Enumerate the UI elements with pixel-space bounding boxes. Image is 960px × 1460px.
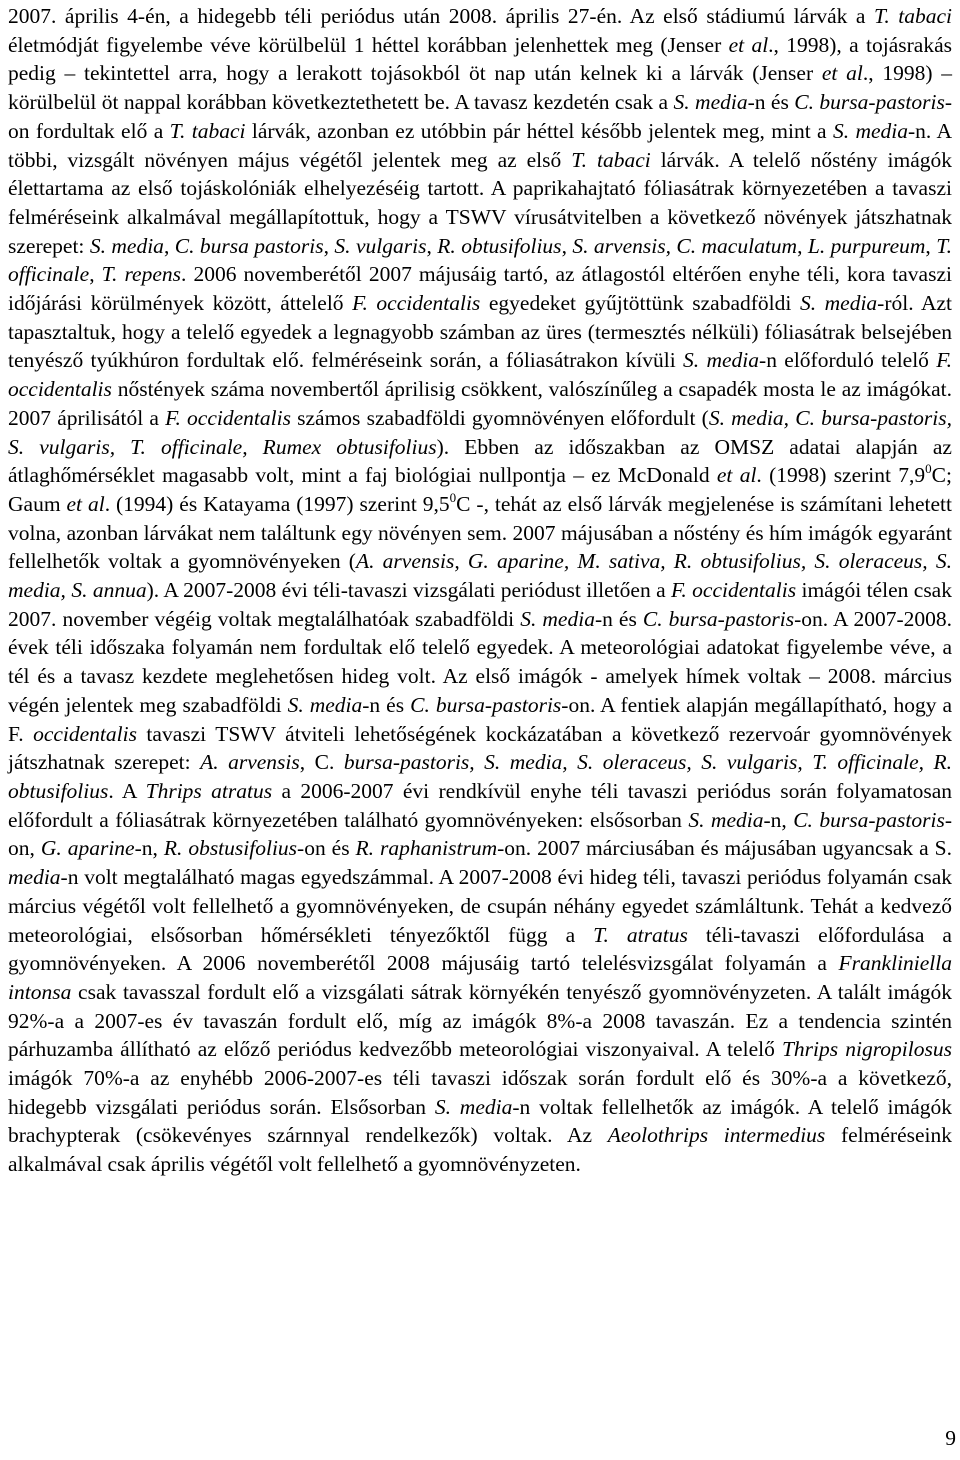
text-run: -n és xyxy=(747,90,795,115)
italic-text-run: T. tabaci xyxy=(571,147,651,172)
text-run: egyedeket gyűjtöttünk szabadföldi xyxy=(480,291,800,316)
text-run: ). A 2007-2008 évi téli-tavaszi vizsgálati periódust illetően a xyxy=(146,578,672,603)
text-run: -on. A 2007-2008. évek téli időszaka folyamán nem fordultak elő telelő egyedek. A meteorológiai adatokat figyelembe véve, a tél és a tavasz kezdete meglehetősen hideg volt. Az első imágók - amelyek hímek voltak – 2008. március végén jelentek meg szabadföldi xyxy=(8,606,952,717)
text-run: tavaszi TSWV átviteli lehetőségének kockázatában a következő rezervoár gyomnövények játszhatnak szerepet: xyxy=(8,721,952,775)
italic-text-run: Aeolothrips intermedius xyxy=(607,1123,826,1148)
text-run: téli-tavaszi előfordulása a gyomnövényeken. A 2006 novemberétől 2008 májusáig tartó telelésvizsgálat folyamán a xyxy=(8,922,952,976)
text-run: , xyxy=(323,233,335,258)
italic-text-run: C. bursa-pastoris xyxy=(794,90,945,115)
text-run: . 2006 novemberétől 2007 májusáig tartó, az átlagostól eltérően enyhe téli, kora tavaszi időjárási körülmények között, áttelelő xyxy=(8,262,952,316)
text-run: imágók 70%-a az enyhébb 2006-2007-es téli tavaszi időszak során fordult elő és 30%-a a következő, hidegebb vizsgálati periódus során. Elsősorban xyxy=(8,1066,952,1119)
text-run: , xyxy=(561,233,573,258)
italic-text-run: R. obtusifolius xyxy=(437,233,562,258)
italic-text-run: A. arvensis xyxy=(200,750,300,775)
text-run: -n, xyxy=(134,836,164,861)
page-number: 9 xyxy=(945,1426,956,1450)
italic-text-run: S. media xyxy=(89,233,164,258)
italic-text-run: F. occidentalis xyxy=(165,405,291,430)
text-run: felméréseink alkalmával csak április végétől volt fellelhető a gyomnövényzeten. xyxy=(8,1123,953,1177)
text-run: ., 1998), a tojásrakás pedig – tekintettel arra, hogy a lerakott tojásokból öt nap után kelnek ki a lárvák (Jenser xyxy=(8,32,952,86)
text-run: -on fordultak elő a xyxy=(8,90,952,143)
italic-text-run: et al xyxy=(716,463,757,488)
italic-text-run: C. bursa-pastoris xyxy=(642,606,795,631)
text-run: 2007. április 4-én, a hidegebb téli periódus után 2008. április 27-én. Az első stádiumú lárvák a xyxy=(8,4,874,28)
text-run: imágói télen csak 2007. november végéig voltak megtalálhatóak szabadföldi xyxy=(8,578,952,631)
italic-text-run: S. media xyxy=(434,1094,513,1119)
italic-text-run: T. repens xyxy=(101,262,182,287)
italic-text-run: bursa-pastoris, S. media, S. oleraceus, S. vulgaris, T. officinale, R. obtusifolius xyxy=(8,750,953,803)
text-run: -n volt megtalálható magas egyedszámmal. A 2007-2008 évi hideg téli, tavaszi periódus folyamán csak március végétől volt fellelhető a gyomnövényeken, de csupán néhány egyedet számláltunk. Tehát a kedvező meteorológiai, elsősorban hőmérsékleti tényezőktől függ a xyxy=(8,865,952,947)
italic-text-run: S. media xyxy=(520,606,595,631)
italic-text-run: et al xyxy=(728,32,769,57)
text-run: csak tavasszal fordult elő a vizsgálati sátrak környékén tenyésző gyomnövényzeten. A talált imágók 92%-a a 2007-es év tavaszán fordult elő, míg az imágók 8%-a 2008 tavaszán. Ez a tendencia szintén párhuzamba állítható az előző periódus kedvezőbb meteorológiai viszonyaival. A telelő xyxy=(8,979,952,1062)
italic-text-run: S. media xyxy=(287,692,363,717)
italic-text-run: S. media xyxy=(683,348,760,373)
text-run: , xyxy=(89,262,102,287)
text-run: . A xyxy=(108,778,146,803)
superscript-degree: 0 xyxy=(449,489,457,505)
italic-text-run: F. occidentalis xyxy=(352,291,481,316)
text-run: -on. A fentiek alapján megállapítható, hogy a F. xyxy=(8,692,953,746)
text-run: lárvák. A telelő nőstény imágók élettartama az első tojáskolóniák elhelyezéséig tartott. A paprikahajtató fóliasátrak környezetében a tavaszi felméréseink alkalmával megállapítottuk, hogy a TSWV vírusátvitelben a következő növények játszhatnak szerepet: xyxy=(8,147,953,258)
text-run: -ról. Azt tapasztaltuk, hogy a telelő egyedek a legnagyobb számban az üres (termesztés nélküli) fóliasátrak belsejében tenyésző tyúkhúron fordultak elő. felméréseink során, a fóliasátrakon kívüli xyxy=(8,291,953,373)
italic-text-run: A. arvensis, G. aparine, M. sativa, R. obtusifolius, S. oleraceus, S. media, S. annua xyxy=(8,549,952,603)
text-run: , xyxy=(797,233,808,258)
text-run: -on, xyxy=(8,807,952,861)
italic-text-run: R. raphanistrum xyxy=(355,836,498,861)
text-run: lárvák, azonban ez utóbbin pár héttel később jelentek meg, mint a xyxy=(245,118,833,143)
italic-text-run: S. media xyxy=(673,90,748,115)
italic-text-run: S. arvensis, C. maculatum xyxy=(572,233,798,258)
italic-text-run: et al xyxy=(821,61,863,86)
text-run: , xyxy=(163,233,175,258)
text-run: -n előforduló telelő xyxy=(759,348,937,373)
italic-text-run: Frankliniella intonsa xyxy=(8,951,952,1004)
italic-text-run: S. media xyxy=(688,807,764,832)
superscript-degree: 0 xyxy=(925,461,932,477)
text-run: ., 1998) – körülbelül öt nappal korábban következtethetett be. A tavasz kezdetén csak a xyxy=(8,61,952,115)
italic-text-run: L. purpureum xyxy=(807,233,926,258)
italic-text-run: occidentalis xyxy=(33,721,137,746)
italic-text-run: et al xyxy=(66,491,105,516)
text-run: életmódját figyelembe véve körülbelül 1 héttel korábban jelenhettek meg (Jenser xyxy=(8,32,729,57)
italic-text-run: G. aparine xyxy=(40,836,135,861)
text-run: számos szabadföldi gyomnövényen előfordult ( xyxy=(290,405,709,430)
italic-text-run: F. occidentalis xyxy=(8,348,953,402)
text-run: -n, xyxy=(763,807,794,832)
italic-text-run: C. bursa-pastoris xyxy=(410,692,562,717)
text-run: -n voltak fellelhetők az imágók. A telelő imágók brachypterak (csökevényes szárnnyal rendelkezők) voltak. Az xyxy=(8,1094,953,1148)
text-run: -n és xyxy=(594,606,643,631)
italic-text-run: Thrips atratus xyxy=(145,778,273,803)
body-paragraph xyxy=(8,2,952,1179)
text-run: C; Gaum xyxy=(8,463,952,516)
text-run: -on és xyxy=(297,836,356,861)
italic-text-run: T. officinale xyxy=(8,233,952,287)
text-run: -on. 2007 márciusában és májusában ugyancsak a S. xyxy=(497,836,952,861)
text-run: ). Ebben az időszakban az OMSZ adatai alapján az átlaghőmérséklet magasabb volt, mint a faj biológiai nullpontja – ez McDonald xyxy=(8,434,952,488)
italic-text-run: S. vulgaris xyxy=(334,233,427,258)
italic-text-run: Thrips nigropilosus xyxy=(781,1037,952,1062)
text-run: -n. A többi, vizsgált növényen május végétől jelentek meg az első xyxy=(8,118,952,172)
italic-text-run: S. media xyxy=(832,118,908,143)
italic-text-run: media xyxy=(8,865,61,890)
italic-text-run: T. tabaci xyxy=(169,118,246,143)
italic-text-run: F. occidentalis xyxy=(671,578,797,603)
italic-text-run: T. tabaci xyxy=(874,4,952,28)
italic-text-run: S. media, C. bursa-pastoris, S. vulgaris, T. officinale, Rumex obtusifolius xyxy=(8,405,952,459)
text-run: a 2006-2007 évi rendkívül enyhe téli tavaszi periódus során folyamatosan előfordult a fóliasátrak környezetében található gyomnövényeken: elsősorban xyxy=(8,778,953,832)
italic-text-run: T. atratus xyxy=(593,922,688,947)
text-run: , xyxy=(426,233,438,258)
text-run: , xyxy=(925,233,937,258)
italic-text-run: C. bursa pastoris xyxy=(174,233,324,258)
text-run: C -, tehát az első lárvák megjelenése is számítani lehetett volna, azonban lárvákat nem találtunk egy növényen sem. 2007 májusában a nőstény és hím imágók egyaránt fellelhetők voltak a gyomnövényeken ( xyxy=(8,491,952,574)
italic-text-run: R. obstusifolius xyxy=(163,836,298,861)
text-run: , C. xyxy=(299,750,344,775)
text-run: nőstények száma novembertől áprilisig csökkent, valószínűleg a csapadék mosta le az imágókat. 2007 áprilisától a xyxy=(8,377,952,430)
text-run: . (1998) szerint 7,9 xyxy=(756,463,926,488)
italic-text-run: S. media xyxy=(799,291,878,316)
text-run: -n és xyxy=(362,692,411,717)
text-run: . (1994) és Katayama (1997) szerint 9,5 xyxy=(104,491,450,516)
italic-text-run: C. bursa-pastoris xyxy=(793,807,945,832)
